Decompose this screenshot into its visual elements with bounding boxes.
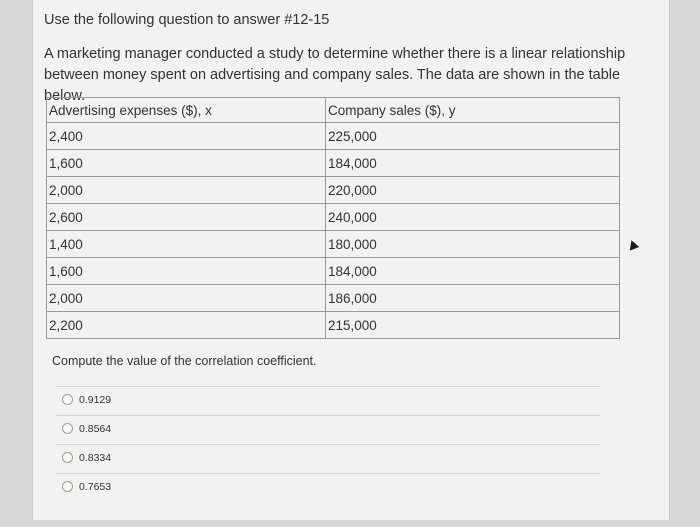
- cell-y: 186,000: [326, 285, 620, 312]
- option-label: 0.7653: [79, 481, 112, 493]
- option-label: 0.9129: [79, 394, 112, 406]
- cell-y: 180,000: [326, 231, 620, 258]
- answer-option[interactable]: [56, 415, 600, 442]
- cell-y: 215,000: [326, 312, 620, 339]
- cell-y: 184,000: [326, 150, 620, 177]
- answer-option[interactable]: [56, 386, 600, 413]
- header-y: Company sales ($), y: [326, 98, 620, 123]
- answer-option[interactable]: [56, 473, 600, 500]
- cell-x: 2,600: [47, 204, 326, 231]
- table-row: [47, 123, 620, 150]
- cell-x: 1,600: [47, 258, 326, 285]
- data-table: [46, 97, 620, 339]
- cell-x: 2,000: [47, 177, 326, 204]
- header-x: Advertising expenses ($), x: [47, 98, 326, 123]
- table-row: [47, 231, 620, 258]
- cell-x: 1,400: [47, 231, 326, 258]
- cell-x: 2,200: [47, 312, 326, 339]
- radio-button[interactable]: [62, 394, 73, 405]
- table-row: [47, 258, 620, 285]
- problem-description: A marketing manager conducted a study to determine whether there is a linear relationship between money spent on advertising and company sales. The data are shown in the table below.: [44, 46, 626, 104]
- cell-x: 2,400: [47, 123, 326, 150]
- cell-y: 240,000: [326, 204, 620, 231]
- radio-button[interactable]: [62, 423, 73, 434]
- cell-x: 1,600: [47, 150, 326, 177]
- option-label: 0.8334: [79, 452, 112, 464]
- table-row: [47, 177, 620, 204]
- cell-y: 184,000: [326, 258, 620, 285]
- cell-y: 220,000: [326, 177, 620, 204]
- option-label: 0.8564: [79, 423, 112, 435]
- cell-y: 225,000: [326, 123, 620, 150]
- answer-option[interactable]: [56, 444, 600, 471]
- table-row: [47, 285, 620, 312]
- table-row: [47, 312, 620, 339]
- intro-text: Use the following question to answer #12-15: [44, 12, 330, 28]
- radio-button[interactable]: [62, 481, 73, 492]
- table-row: [47, 150, 620, 177]
- table-row: [47, 204, 620, 231]
- cell-x: 2,000: [47, 285, 326, 312]
- radio-button[interactable]: [62, 452, 73, 463]
- question-text: Compute the value of the correlation coefficient.: [52, 354, 317, 368]
- table-header-row: [47, 98, 620, 123]
